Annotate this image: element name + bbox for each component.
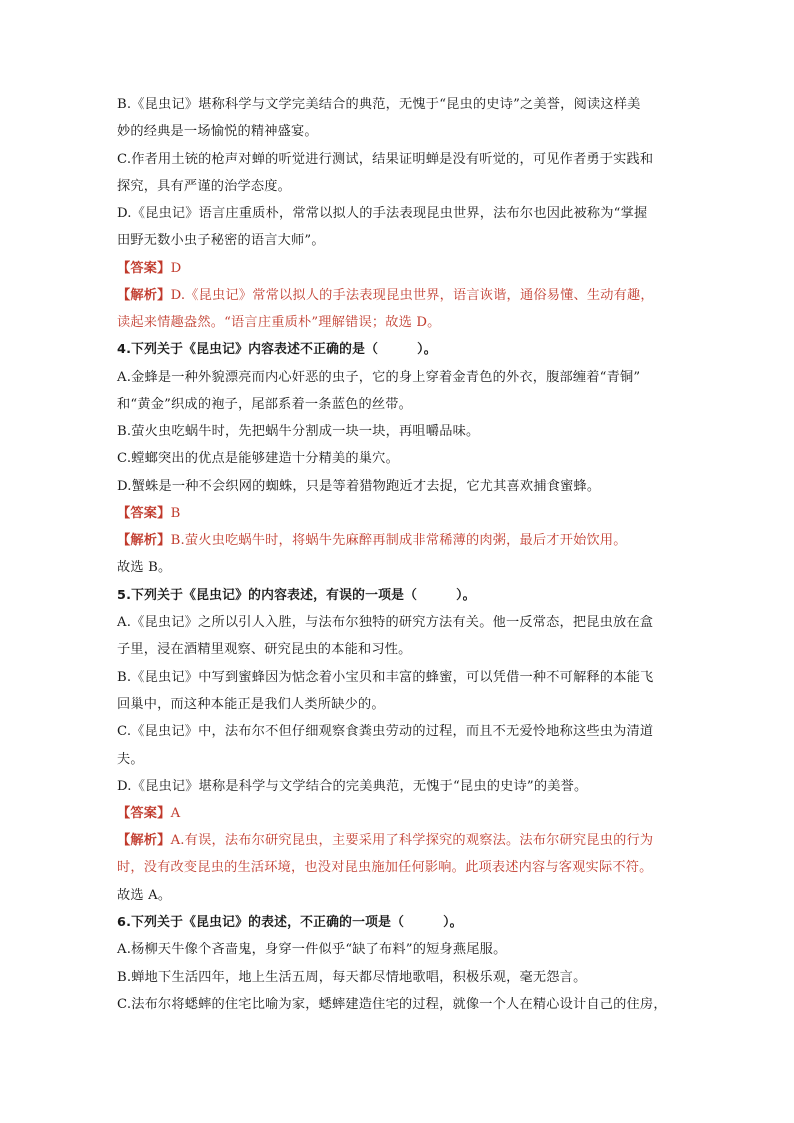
option-line: B.萤火虫吃蜗牛时，先把蜗牛分割成一块一块，再咀嚼品味。 bbox=[117, 424, 480, 439]
option-line: B.蝉地下生活四年，地上生活五周，每天都尽情地歌唱，积极乐观，毫无怨言。 bbox=[117, 970, 587, 985]
answer-line bbox=[117, 505, 687, 523]
analysis-text: B.萤火虫吃蜗牛时，将蜗牛先麻醉再制成非常稀薄的肉粥，最后才开始饮用。 bbox=[170, 533, 627, 548]
analysis-text: D.《昆虫记》常常以拟人的手法表现昆虫世界，语言诙谐，通俗易懂、生动有趣， bbox=[170, 288, 654, 303]
option-line: B.《昆虫记》堪称科学与文学完美结合的典范，无愧于“昆虫的史诗”之美誉，阅读这样美 bbox=[117, 97, 641, 112]
option-line: 回巢中，而这种本能正是我们人类所缺少的。 bbox=[117, 697, 385, 712]
option-line: C.作者用土铳的枪声对蝉的听觉进行测试，结果证明蝉是没有听觉的，可见作者勇于实践和 bbox=[117, 152, 654, 167]
question-title: 5.下列关于《昆虫记》的内容表述，有误的一项是（ ）。 bbox=[117, 588, 476, 603]
option-line: D.《昆虫记》语言庄重质朴，常常以拟人的手法表现昆虫世界，法布尔也因此被称为“掌握 bbox=[117, 206, 648, 221]
option-line: C.《昆虫记》中，法布尔不但仔细观察食粪虫劳动的过程，而且不无爱怜地称这些虫为清道 bbox=[117, 724, 654, 739]
option-line: D.蟹蛛是一种不会织网的蜘蛛，只是等着猎物跑近才去捉，它尤其喜欢捕食蜜蜂。 bbox=[117, 479, 601, 494]
option-line: A.《昆虫记》之所以引人入胜，与法布尔独特的研究方法有关。他一反常态，把昆虫放在盒 bbox=[117, 615, 654, 630]
option-line: B.《昆虫记》中写到蜜蜂因为惦念着小宝贝和丰富的蜂蜜，可以凭借一种不可解释的本能飞 bbox=[117, 670, 654, 685]
analysis-line bbox=[117, 532, 687, 550]
option-line: A.杨柳天牛像个吝啬鬼，身穿一件似乎“缺了布料”的短身燕尾服。 bbox=[117, 942, 507, 957]
option-line: C.法布尔将蟋蟀的住宅比喻为家，蟋蟀建造住宅的过程，就像一个人在精心设计自己的住房， bbox=[117, 997, 667, 1012]
answer-value: D bbox=[170, 261, 182, 276]
option-line: D.《昆虫记》堪称是科学与文学结合的完美典范，无愧于“昆虫的史诗”的美誉。 bbox=[117, 779, 588, 794]
answer-tag: 【答案】 bbox=[117, 806, 171, 821]
answer-tag: 【答案】 bbox=[117, 261, 171, 276]
analysis-tag: 【解析】 bbox=[117, 288, 171, 303]
answer-tag: 【答案】 bbox=[117, 506, 171, 521]
analysis-text: 故选 A。 bbox=[117, 888, 172, 903]
analysis-text: A.有误，法布尔研究昆虫，主要采用了科学探究的观察法。法布尔研究昆虫的行为 bbox=[170, 833, 654, 848]
option-line: A.金蜂是一种外貌漂亮而内心奸恶的虫子，它的身上穿着金青色的外衣，腹部缠着“青铜” bbox=[117, 370, 641, 385]
analysis-text: 时，没有改变昆虫的生活环境，也没对昆虫施加任何影响。此项表述内容与客观实际不符。 bbox=[117, 860, 653, 875]
option-line: 和“黄金”织成的袍子，尾部系着一条蓝色的丝带。 bbox=[117, 397, 413, 412]
analysis-tag: 【解析】 bbox=[117, 533, 171, 548]
option-line: 夫。 bbox=[117, 752, 144, 767]
option-line: 探究，具有严谨的治学态度。 bbox=[117, 179, 292, 194]
analysis-line bbox=[117, 287, 687, 305]
question-title: 6.下列关于《昆虫记》的表述，不正确的一项是（ ）。 bbox=[117, 915, 463, 930]
option-line: 田野无数小虫子秘密的语言大师”。 bbox=[117, 233, 325, 248]
answer-line bbox=[117, 805, 687, 823]
analysis-line bbox=[117, 832, 687, 850]
option-line: 妙的经典是一场愉悦的精神盛宴。 bbox=[117, 124, 318, 139]
analysis-tag: 【解析】 bbox=[117, 833, 171, 848]
question-title: 4.下列关于《昆虫记》内容表述不正确的是（ ）。 bbox=[117, 342, 437, 357]
option-line: 子里，浸在酒精里观察、研究昆虫的本能和习性。 bbox=[117, 642, 412, 657]
answer-line bbox=[117, 260, 687, 278]
option-line: C.螳螂突出的优点是能够建造十分精美的巢穴。 bbox=[117, 451, 399, 466]
answer-value: A bbox=[170, 806, 181, 821]
analysis-text: 故选 B。 bbox=[117, 560, 172, 575]
analysis-text: 读起来情趣盎然。“语言庄重质朴”理解错误；故选 D。 bbox=[117, 315, 441, 330]
answer-value: B bbox=[170, 506, 181, 521]
